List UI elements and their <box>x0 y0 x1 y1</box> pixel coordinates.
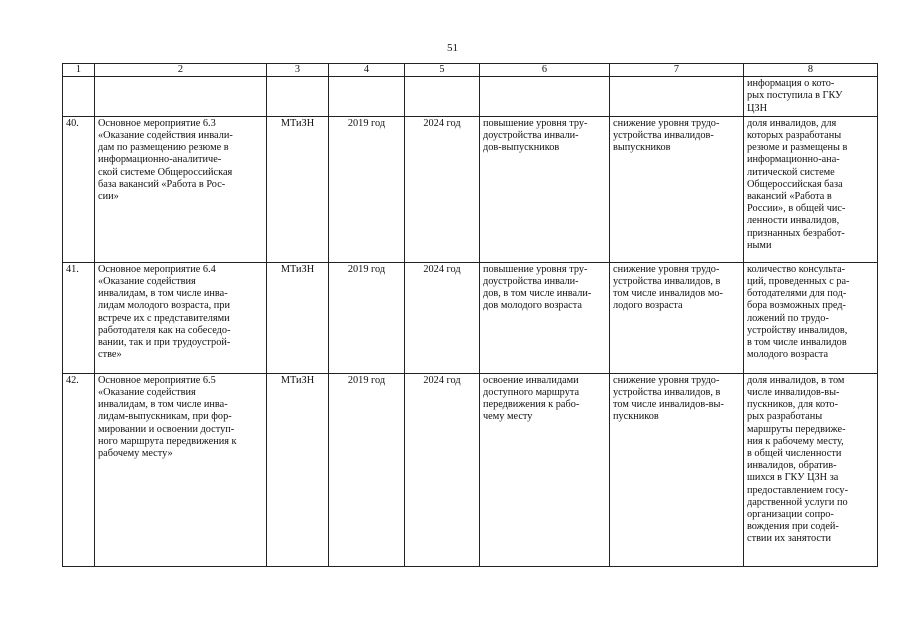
indicator-cell: доля инвалидов, для которых разработаны резюме и размещены в информационно-ана- литической системе Общероссийская база вакансий «Работа в России», в общей чис- ленности инвалидов, признанных безработ- ными <box>744 116 878 262</box>
indicator-cell: информация о кото- рых поступила в ГКУ ЦЗН <box>744 77 878 117</box>
page-number: 51 <box>447 42 458 54</box>
column-header: 1 <box>63 64 95 77</box>
empty-cell <box>267 77 329 117</box>
end-year-cell: 2024 год <box>405 262 480 373</box>
positive-effect-cell: повышение уровня тру- доустройства инвали- дов, в том числе инвали- дов молодого возраста <box>480 262 610 373</box>
measure-cell: Основное мероприятие 6.5 «Оказание содействия инвалидам, в том числе инва- лидам-выпускникам, при фор- мировании и освоении доступ- ного маршрута передвижения к рабочему месту» <box>95 373 267 566</box>
executor-cell: МТиЗН <box>267 373 329 566</box>
empty-cell <box>610 77 744 117</box>
column-header-row <box>63 64 878 77</box>
negative-effect-cell: снижение уровня трудо- устройства инвалидов- выпускников <box>610 116 744 262</box>
negative-effect-cell: снижение уровня трудо- устройства инвалидов, в том числе инвалидов-вы- пускников <box>610 373 744 566</box>
row-number: 40. <box>63 116 95 262</box>
start-year-cell: 2019 год <box>329 262 405 373</box>
indicator-cell: количество консульта- ций, проведенных с ра- ботодателями для под- бора возможных пред- ложений по трудо- устройству инвалидов, в том числе инвалидов молодого возраста <box>744 262 878 373</box>
table-row <box>63 373 878 566</box>
column-header: 5 <box>405 64 480 77</box>
measures-table <box>62 63 878 567</box>
start-year-cell: 2019 год <box>329 373 405 566</box>
row-number: 42. <box>63 373 95 566</box>
row-number: 41. <box>63 262 95 373</box>
column-header: 3 <box>267 64 329 77</box>
column-header: 2 <box>95 64 267 77</box>
table-row <box>63 116 878 262</box>
column-header: 8 <box>744 64 878 77</box>
empty-cell <box>95 77 267 117</box>
executor-cell: МТиЗН <box>267 116 329 262</box>
empty-cell <box>329 77 405 117</box>
table-row <box>63 262 878 373</box>
empty-cell <box>480 77 610 117</box>
executor-cell: МТиЗН <box>267 262 329 373</box>
positive-effect-cell: освоение инвалидами доступного маршрута передвижения к рабо- чему месту <box>480 373 610 566</box>
end-year-cell: 2024 год <box>405 373 480 566</box>
empty-cell <box>405 77 480 117</box>
column-header: 4 <box>329 64 405 77</box>
indicator-cell: доля инвалидов, в том числе инвалидов-вы- пускников, для кото- рых разработаны маршруты передвиже- ния к рабочему месту, в общей численности инвалидов, обратив- шихся в ГКУ ЦЗН за предоставлением госу- дарственной услуги по организации сопро- вождения при содей- ствии их занятости <box>744 373 878 566</box>
continuation-row <box>63 77 878 117</box>
start-year-cell: 2019 год <box>329 116 405 262</box>
measure-cell: Основное мероприятие 6.3 «Оказание содействия инвали- дам по размещению резюме в информационно-аналитиче- ской системе Общероссийская база вакансий «Работа в Рос- сии» <box>95 116 267 262</box>
end-year-cell: 2024 год <box>405 116 480 262</box>
column-header: 6 <box>480 64 610 77</box>
negative-effect-cell: снижение уровня трудо- устройства инвалидов, в том числе инвалидов мо- лодого возраста <box>610 262 744 373</box>
measure-cell: Основное мероприятие 6.4 «Оказание содействия инвалидам, в том числе инва- лидам молодого возраста, при встрече их с представителями работодателя как на собеседо- вании, так и при трудоустрой- стве» <box>95 262 267 373</box>
empty-cell <box>63 77 95 117</box>
column-header: 7 <box>610 64 744 77</box>
positive-effect-cell: повышение уровня тру- доустройства инвали- дов-выпускников <box>480 116 610 262</box>
